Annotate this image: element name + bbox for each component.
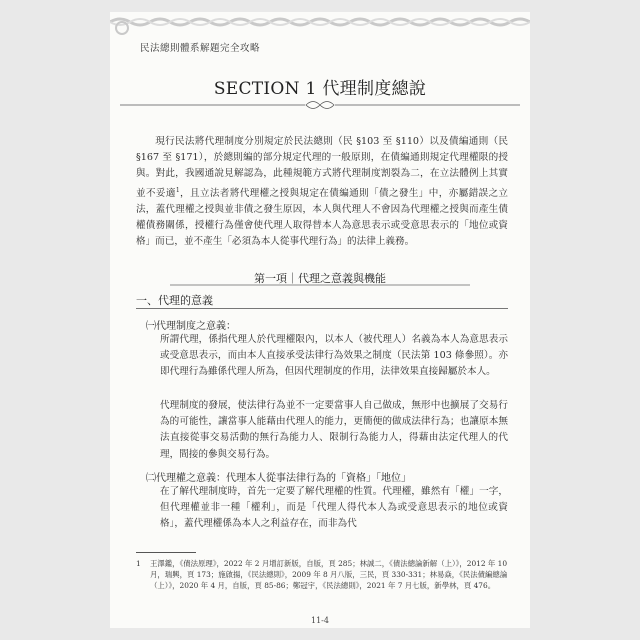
heading-level-1: 一、代理的意義 bbox=[136, 294, 213, 307]
footnote-text: 王澤鑑，《債法原理》，2022 年 2 月增訂新版，自版，頁 285；林誠二，《債法總論新解（上）》，2012 年 10 月，瑞興，頁 173；施啟揚，《民法總則》，2009 年 8 月八版，三民，頁 330-331；林易焱，《民法債編總論（上）》，2020 年 4 月，自版，頁 85-86；鄭冠宇，《民法總則》，2021 年 7 月七版，新學林，頁 476。 bbox=[150, 559, 508, 590]
heading-level-2-b: ㈡代理權之意義：代理本人從事法律行為的「資格」「地位」 bbox=[146, 473, 411, 484]
section-title: SECTION 1 代理制度總說 bbox=[213, 79, 427, 99]
page-number: 11-4 bbox=[311, 616, 329, 625]
footnote bbox=[136, 558, 508, 591]
book-page bbox=[110, 12, 530, 628]
footnote-number: 1 bbox=[136, 559, 141, 568]
rope-ornament bbox=[110, 12, 530, 42]
footnote-ref: 1 bbox=[175, 186, 180, 194]
heading-level-2-a: ㈠代理制度之意義： bbox=[146, 321, 236, 332]
section-divider-ornament bbox=[120, 98, 520, 112]
running-head: 民法總則體系解題完全攻略 bbox=[140, 43, 261, 54]
paragraph-agency-development: 代理制度的發展，使法律行為並不一定要當事人自己做成，無形中也擴展了交易行為的可能性，讓當事人能藉由代理人的能力，更簡便的做成法律行為；也讓原本無法直接從事交易活動的無行為能力人、限制行為能力人，得藉由法定代理人的代理，間接的參與交易行為。 bbox=[160, 400, 508, 460]
paragraph-agency-definition: 所謂代理，係指代理人於代理權限內，以本人（被代理人）名義為本人為意思表示或受意思表示，而由本人直接承受法律行為效果之制度（民法第 103 條參照）。亦即代理行為雖係代理人所為，但因代理制度的作用，法律效果直接歸屬於本人。 bbox=[160, 334, 508, 378]
intro-paragraph: 現行民法將代理制度分別規定於民法總則（民 §103 至 §110）以及債編通則（民 §167 至 §171），於總則編的部分規定代理的一般原則，在債編通則規定代理權限的授與。對此，我國通說見解認為，此種規範方式將代理制度割裂為二，在立法體例上其實並不妥適$^1$，且立法者將代理權之授與規定在債編通則「債之發生」中，亦屬錯誤之立法，蓋代理權之授與並非債之發生原因，本人與代理人不會因為代理權之授與而產生債權債務關係，授權行為僅會使代理人取得替本人為意思表示或受意思表示的「地位或資格」而已，並不產生「必須為本人從事代理行為」的法律上義務。 bbox=[136, 136, 509, 248]
heading-rule bbox=[136, 308, 508, 309]
paragraph-agency-power: 在了解代理制度時，首先一定要了解代理權的性質。代理權，雖然有「權」一字，但代理權並非一種「權利」，而是「代理人得代本人為或受意思表示的地位或資格」，蓋代理權係為本人之利益存在，而非為代 bbox=[160, 486, 508, 530]
footnote-rule bbox=[136, 552, 196, 553]
subsection-title: 第一項｜代理之意義與機能 bbox=[254, 272, 386, 285]
subsection-rule bbox=[170, 282, 470, 288]
